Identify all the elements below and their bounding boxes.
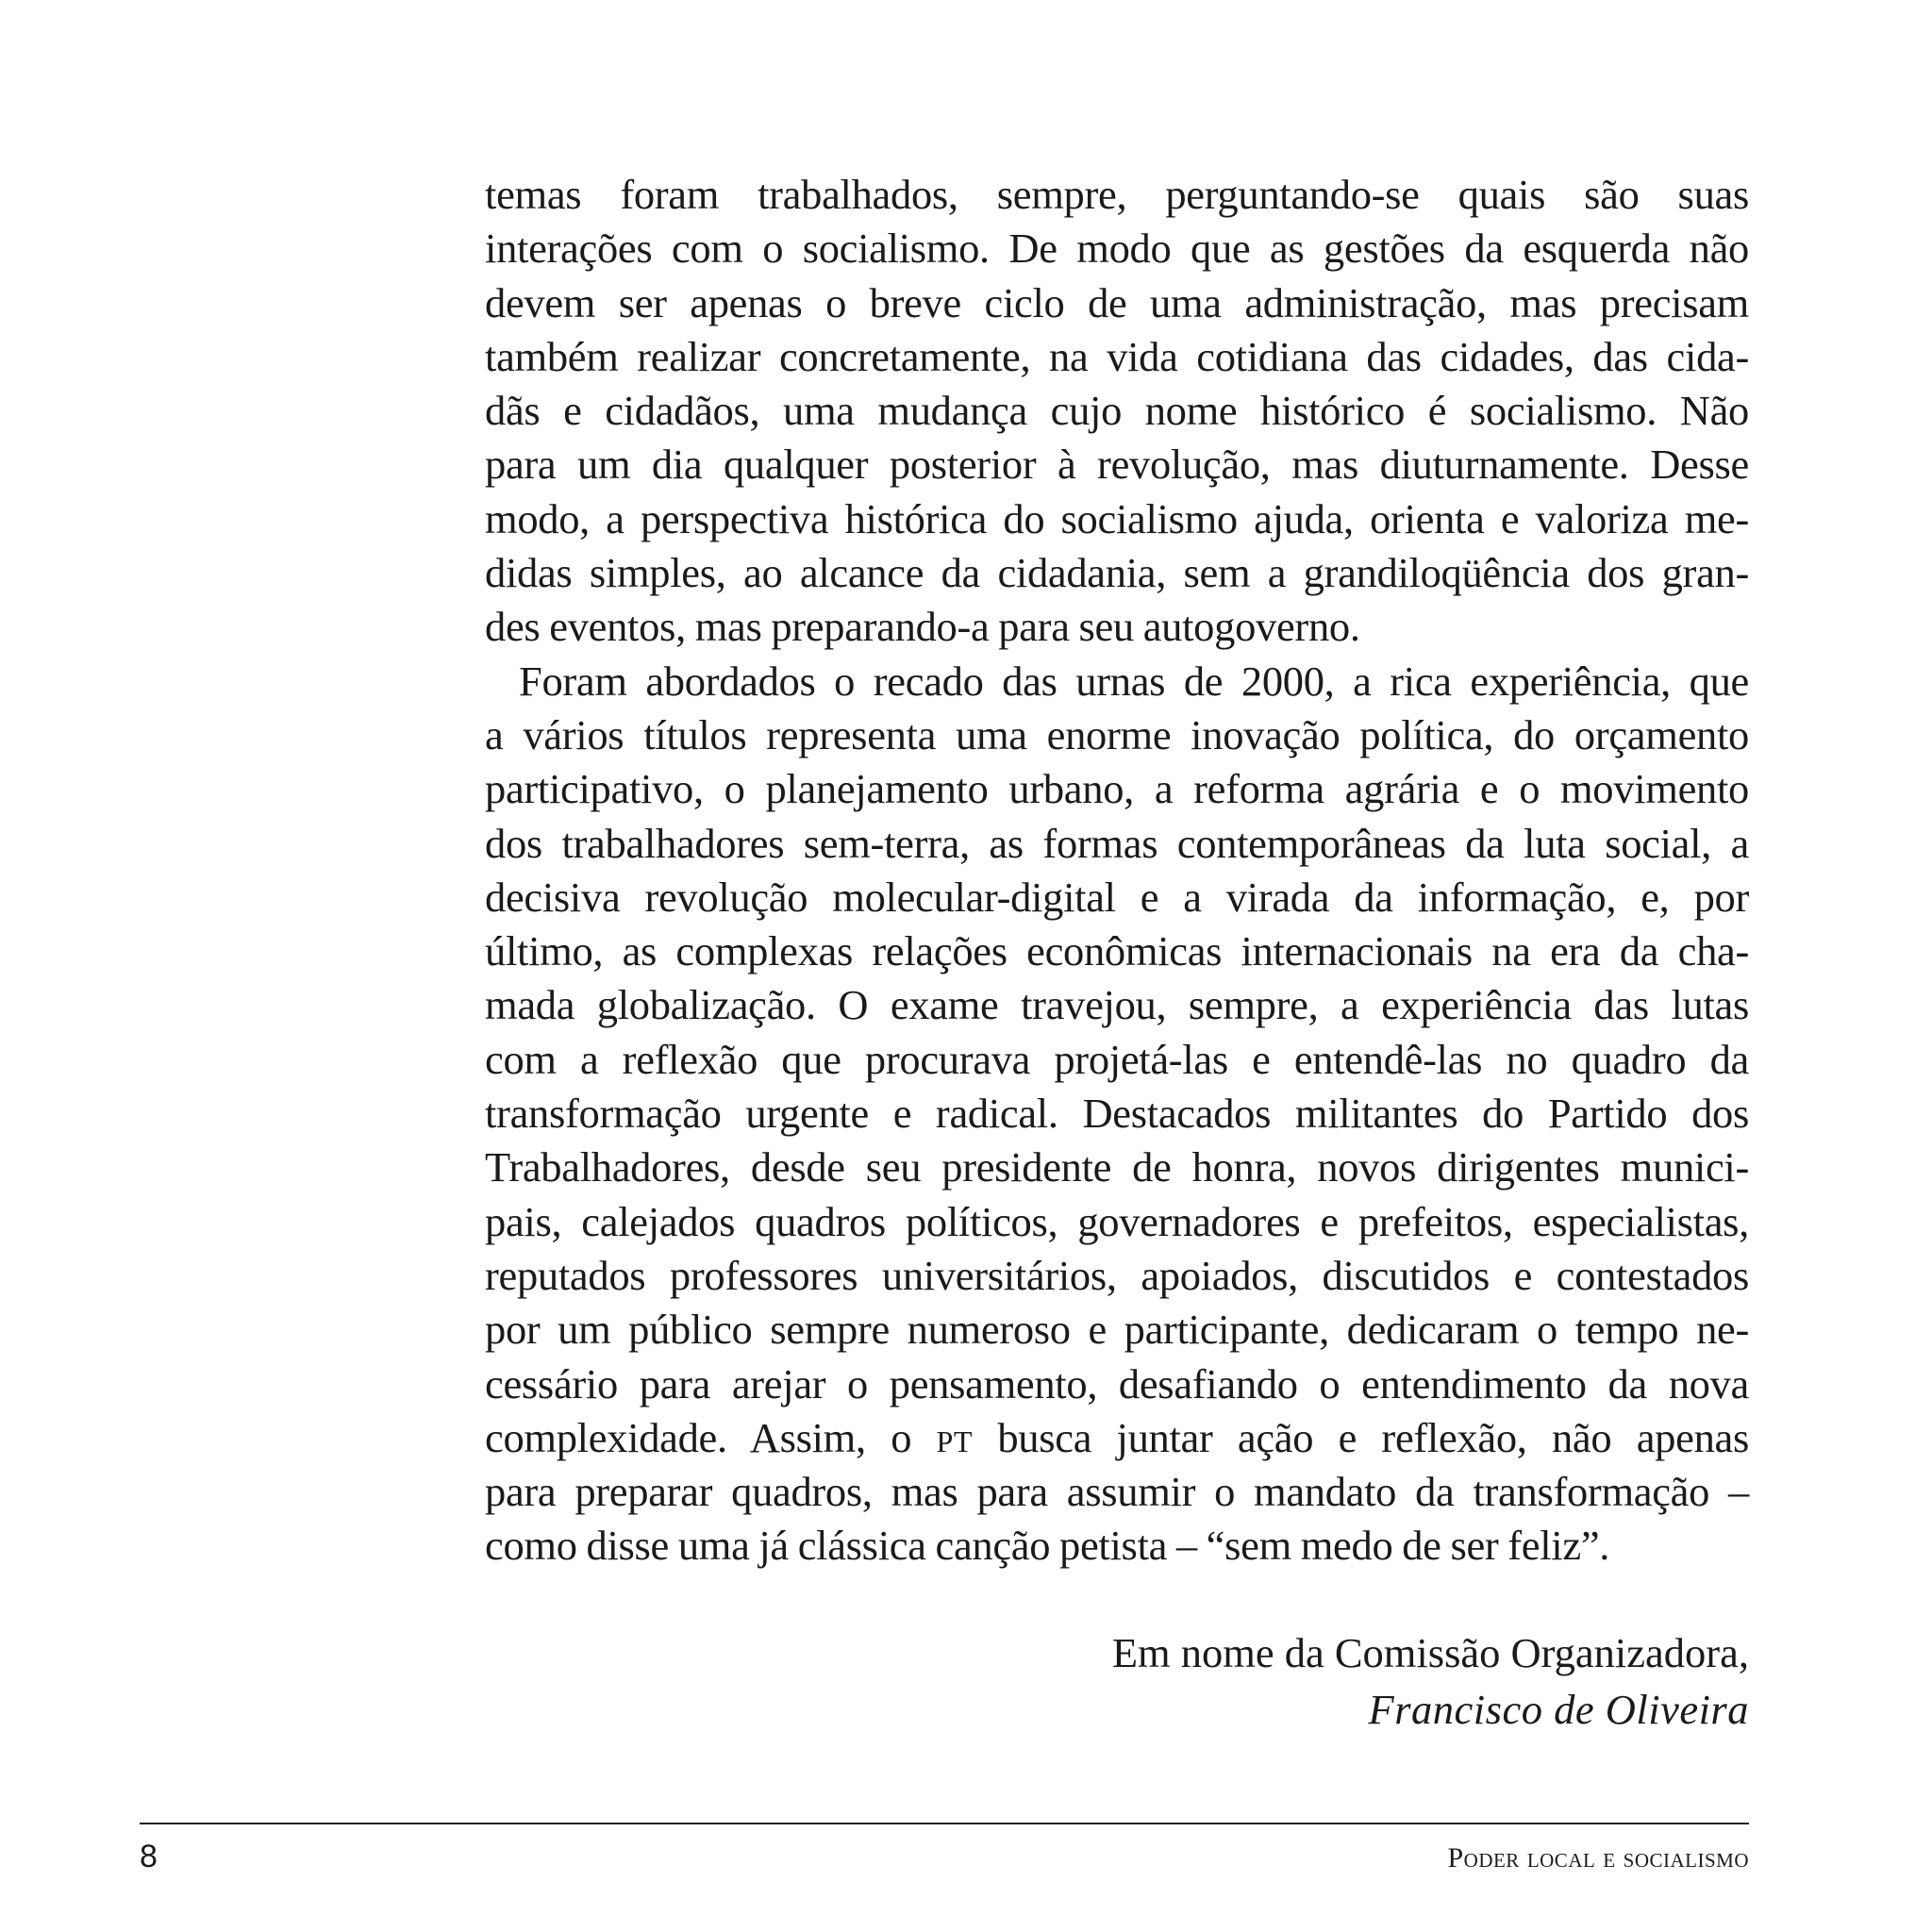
text-line: com a reflexão que procurava projetá-las e entendê-las no quadro da — [485, 1035, 1749, 1083]
page-number: 8 — [140, 1839, 158, 1874]
signature-block — [1112, 1624, 1749, 1738]
text-line: didas simples, ao alcance da cidadania, sem a grandiloqüência dos gran- — [485, 549, 1749, 597]
text-line: para um dia qualquer posterior à revolução, mas diuturnamente. Desse — [485, 441, 1749, 489]
text-line: interações com o socialismo. De modo que as gestões da esquerda não — [485, 225, 1749, 273]
text-line: reputados professores universitários, apoiados, discutidos e contestados — [485, 1251, 1749, 1299]
signature-author: Francisco de Oliveira — [1368, 1686, 1749, 1733]
text-line: mada globalização. O exame travejou, sempre, a experiência das lutas — [485, 981, 1749, 1029]
text-line: des eventos, mas preparando-a para seu autogoverno. — [485, 603, 1360, 651]
text-line: modo, a perspectiva histórica do socialismo ajuda, orienta e valoriza me- — [485, 494, 1749, 542]
text-line: como disse uma já clássica canção petista – “sem medo de ser feliz”. — [485, 1522, 1610, 1570]
signature-line: Em nome da Comissão Organizadora, — [1111, 1629, 1749, 1676]
text-line: pais, calejados quadros políticos, governadores e prefeitos, especialistas, — [485, 1197, 1749, 1245]
pt-abbreviation: PT — [936, 1424, 973, 1458]
text-line: a vários títulos representa uma enorme inovação política, do orçamento — [485, 710, 1749, 758]
text-line: Foram abordados o recado das urnas de 2000, a rica experiência, que — [519, 657, 1749, 705]
text-line: transformação urgente e radical. Destacados militantes do Partido dos — [485, 1090, 1749, 1138]
text-line-with-pt — [485, 1411, 1749, 1465]
text-line: dos trabalhadores sem-terra, as formas contemporâneas da luta social, a — [485, 819, 1749, 867]
text-line: dãs e cidadãos, uma mudança cujo nome histórico é socialismo. Não — [485, 387, 1749, 435]
running-title: Poder local e socialismo — [1447, 1842, 1749, 1874]
pt-line-before: complexidade. Assim, o — [485, 1413, 937, 1461]
footer-divider — [140, 1823, 1749, 1824]
text-line: Trabalhadores, desde seu presidente de honra, novos dirigentes munici- — [485, 1143, 1749, 1191]
pt-line-after: busca juntar ação e reflexão, não apenas — [972, 1413, 1749, 1461]
text-line: devem ser apenas o breve ciclo de uma administração, mas precisam — [485, 278, 1749, 326]
text-line: último, as complexas relações econômicas internacionais na era da cha- — [485, 927, 1749, 975]
text-line: participativo, o planejamento urbano, a reforma agrária e o movimento — [485, 765, 1749, 813]
text-line: decisiva revolução molecular-digital e a virada da informação, e, por — [485, 873, 1749, 921]
text-line: cessário para arejar o pensamento, desafiando o entendimento da nova — [485, 1359, 1749, 1407]
text-line: também realizar concretamente, na vida cotidiana das cidades, das cida- — [485, 332, 1749, 380]
body-text — [485, 168, 1749, 1574]
text-line: para preparar quadros, mas para assumir o mandato da transformação – — [485, 1468, 1749, 1516]
text-line: temas foram trabalhados, sempre, perguntando-se quais são suas — [485, 171, 1749, 218]
text-line: por um público sempre numeroso e participante, dedicaram o tempo ne- — [485, 1306, 1749, 1354]
